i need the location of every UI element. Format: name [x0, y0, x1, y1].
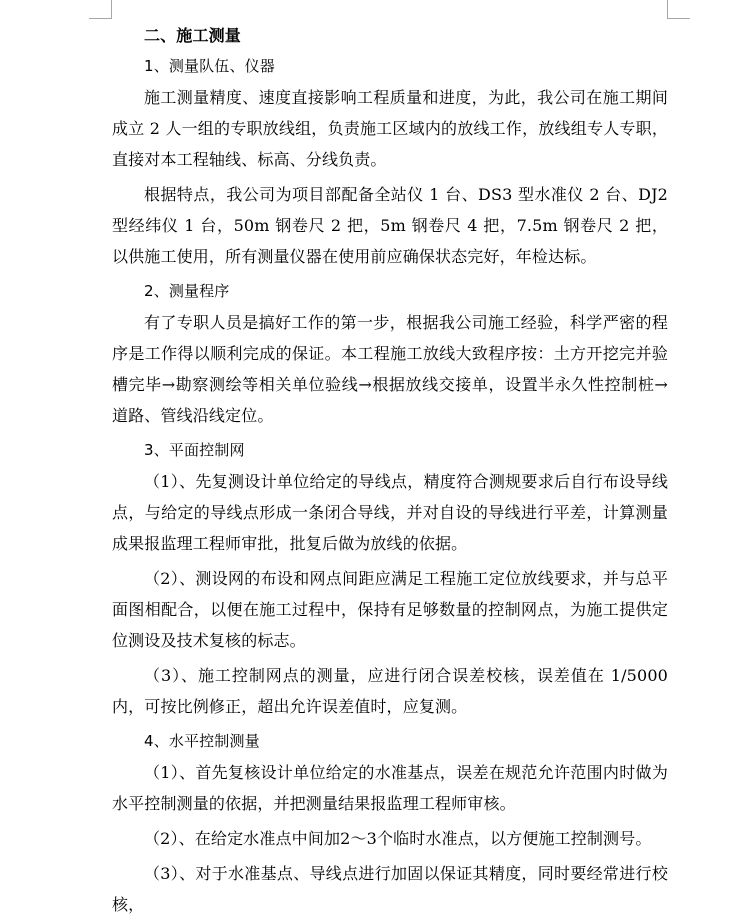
section-title-4: 4、水平控制测量 — [144, 732, 260, 750]
paragraph: （3）、对于水准基点、导线点进行加固以保证其精度，同时要经常进行校核， — [112, 864, 668, 914]
paragraph: 根据特点，我公司为项目部配备全站仪 1 台、DS3 型水准仪 2 台、DJ2 型经纬仪 1 台，50m 钢卷尺 2 把，5m 钢卷尺 4 把，7.5m 钢卷尺 2 把，以供施工使用，所有测量仪器在使用前应确保状态完好，年检达标。 — [112, 185, 668, 266]
paragraph: （1）、先复测设计单位给定的导线点，精度符合测规要求后自行布设导线点，与给定的导线点形成一条闭合导线，并对自设的导线进行平差，计算测量成果报监理工程师审批，批复后做为放线的依据。 — [112, 472, 668, 553]
paragraph: （1）、首先复核设计单位给定的水准基点，误差在规范允许范围内时做为水平控制测量的依据，并把测量结果报监理工程师审核。 — [112, 763, 668, 813]
paragraph: （2）、在给定水准点中间加2～3个临时水准点，以方便施工控制测号。 — [144, 829, 652, 848]
paragraph: （3）、施工控制网点的测量，应进行闭合误差校核，误差值在 1/5000 内，可按比例修正，超出允许误差值时，应复测。 — [112, 666, 668, 716]
document-body — [112, 20, 668, 920]
crop-mark-top-left-vertical — [111, 0, 112, 19]
paragraph: （2）、测设网的布设和网点间距应满足工程施工定位放线要求，并与总平面图相配合，以便在施工过程中，保持有足够数量的控制网点，为施工提供定位测设及技术复核的标志。 — [112, 569, 668, 650]
section-title-2: 2、测量程序 — [144, 282, 230, 300]
paragraph: 施工测量精度、速度直接影响工程质量和进度，为此，我公司在施工期间成立 2 人一组的专职放线组，负责施工区域内的放线工作，放线组专人专职，直接对本工程轴线、标高、分线负责。 — [112, 88, 668, 169]
crop-mark-top-right-vertical — [667, 0, 668, 19]
section-title-1: 1、测量队伍、仪器 — [144, 57, 275, 75]
crop-mark-top-right-horizontal — [667, 18, 690, 19]
document-heading: 二、施工测量 — [144, 26, 241, 45]
crop-mark-top-left-horizontal — [89, 18, 112, 19]
section-title-3: 3、平面控制网 — [144, 441, 245, 459]
paragraph: 有了专职人员是搞好工作的第一步，根据我公司施工经验，科学严密的程序是工作得以顺利完成的保证。本工程施工放线大致程序按：土方开挖完并验槽完毕→勘察测绘等相关单位验线→根据放线交接单，设置半永久性控制桩→道路、管线沿线定位。 — [112, 313, 668, 425]
